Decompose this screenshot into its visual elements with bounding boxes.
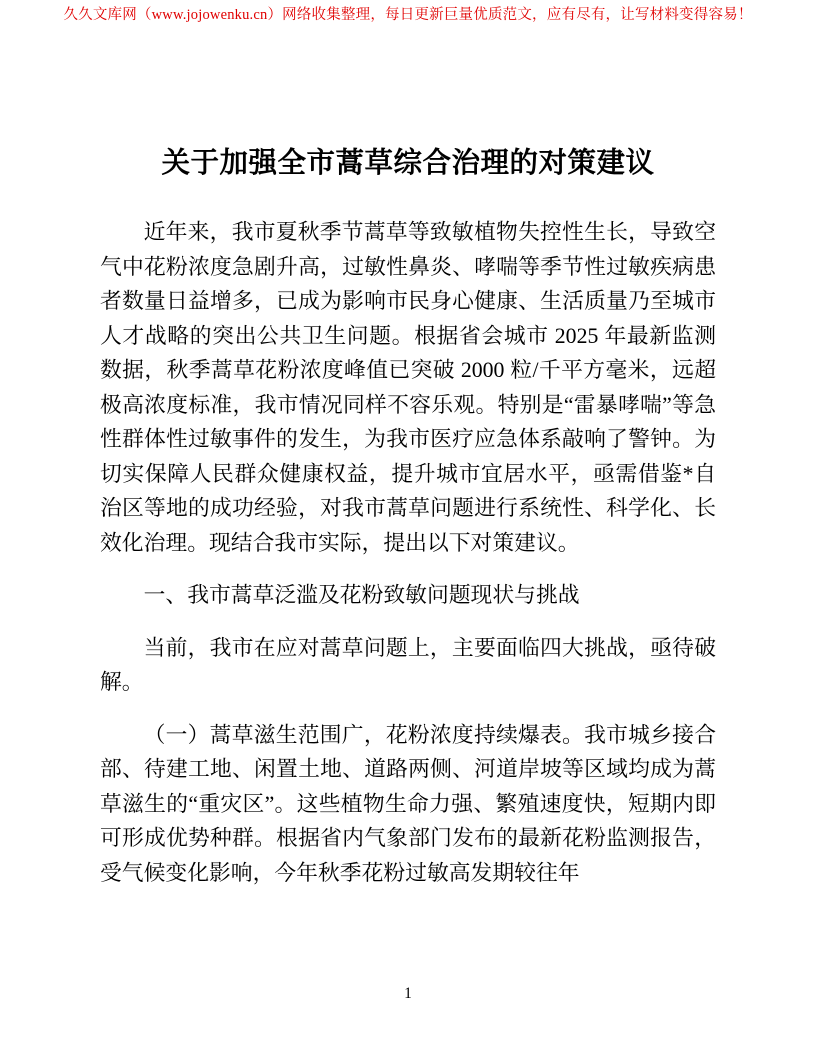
page-title: 关于加强全市蒿草综合治理的对策建议 bbox=[161, 148, 655, 179]
page-number: 1 bbox=[404, 985, 412, 1002]
header-notice: 久久文库网（www.jojowenku.cn）网络收集整理，每日更新巨量优质范文，应有尽有，让写材料变得容易！ bbox=[63, 7, 753, 23]
paragraph-challenges-overview: 当前，我市在应对蒿草问题上，主要面临四大挑战，亟待破解。 bbox=[100, 635, 716, 694]
paragraph-challenge-item-1: （一）蒿草滋生范围广，花粉浓度持续爆表。我市城乡接合部、待建工地、闲置土地、道路两侧、河道岸坡等区域均成为蒿草滋生的“重灾区”。这些植物生命力强、繁殖速度快，短期内即可形成优势种群。根据省内气象部门发布的最新花粉监测报告，受气候变化影响，今年秋季花粉过敏高发期较往年 bbox=[100, 722, 716, 885]
document-body bbox=[100, 215, 716, 908]
section-heading-1: 一、我市蒿草泛滥及花粉致敏问题现状与挑战 bbox=[143, 583, 580, 607]
paragraph-intro: 近年来，我市夏秋季节蒿草等致敏植物失控性生长，导致空气中花粉浓度急剧升高，过敏性鼻炎、哮喘等季节性过敏疾病患者数量日益增多，已成为影响市民身心健康、生活质量乃至城市人才战略的突出公共卫生问题。根据省会城市 2025 年最新监测数据，秋季蒿草花粉浓度峰值已突破 2000 粒/千平方毫米，远超极高浓度标准，我市情况同样不容乐观。特别是“雷暴哮喘”等急性群体性过敏事件的发生，为我市医疗应急体系敲响了警钟。为切实保障人民群众健康权益，提升城市宜居水平，亟需借鉴*自治区等地的成功经验，对我市蒿草问题进行系统性、科学化、长效化治理。现结合我市实际，提出以下对策建议。 bbox=[100, 220, 716, 555]
